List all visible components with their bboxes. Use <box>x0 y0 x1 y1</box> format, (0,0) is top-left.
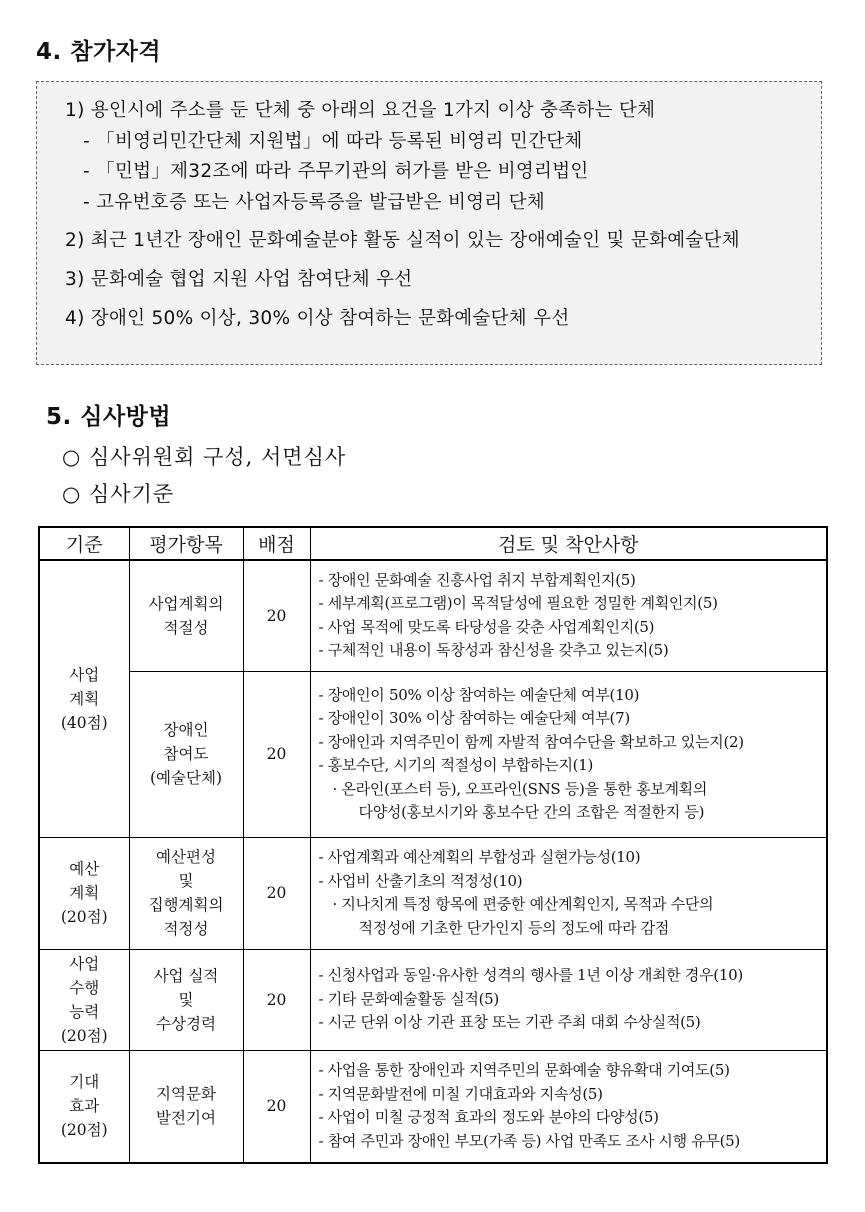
table-row <box>39 1050 827 1163</box>
eligibility-line: - 「비영리민간단체 지원법」에 따라 등록된 비영리 민간단체 <box>83 131 583 152</box>
table-row <box>39 837 827 949</box>
table-row <box>39 560 827 671</box>
criterion-cell: 예산 계획 (20점) <box>39 837 129 949</box>
notes-cell: - 사업을 통한 장애인과 지역주민의 문화예술 향유확대 기여도(5) - 지역문화발전에 미칠 기대효과와 지속성(5) - 사업이 미칠 긍정적 효과의 정도와 분야의 다양성(5) - 참여 주민과 장애인 부모(가족 등) 사업 만족도 조사 시행 유무(5) <box>310 1050 827 1163</box>
score-cell: 20 <box>243 837 310 949</box>
score-cell: 20 <box>243 949 310 1050</box>
table-row <box>39 671 827 837</box>
eligibility-line: 4) 장애인 50% 이상, 30% 이상 참여하는 문화예술단체 우선 <box>65 308 570 329</box>
item-cell: 장애인 참여도 (예술단체) <box>129 671 243 837</box>
item-cell: 사업 실적 및 수상경력 <box>129 949 243 1050</box>
notes-cell: - 신청사업과 동일·유사한 성격의 행사를 1년 이상 개최한 경우(10) - 기타 문화예술활동 실적(5) - 시군 단위 이상 기관 표창 또는 기관 주최 대회 수상실적(5) <box>310 949 827 1050</box>
item-cell: 지역문화 발전기여 <box>129 1050 243 1163</box>
header-score: 배점 <box>243 527 310 560</box>
score-cell: 20 <box>243 1050 310 1163</box>
header-item: 평가항목 <box>129 527 243 560</box>
review-method-item: ○ 심사기준 <box>62 482 175 506</box>
criterion-cell: 사업 수행 능력 (20점) <box>39 949 129 1050</box>
notes-cell: - 장애인이 50% 이상 참여하는 예술단체 여부(10) - 장애인이 30% 이상 참여하는 예술단체 여부(7) - 장애인과 지역주민이 함께 자발적 참여수단을 확보하고 있는지(2) - 홍보수단, 시기의 적절성이 부합하는지(1) · 온라인(포스터 등), 오프라인(SNS 등)을 통한 홍보계획의 다양성(홍보시기와 홍보수단 간의 조합은 적절한지 등) <box>310 671 827 837</box>
item-cell: 예산편성 및 집행계획의 적정성 <box>129 837 243 949</box>
eligibility-line: 3) 문화예술 협업 지원 사업 참여단체 우선 <box>65 269 413 290</box>
score-cell: 20 <box>243 671 310 837</box>
eligibility-line: 1) 용인시에 주소를 둔 단체 중 아래의 요건을 1가지 이상 충족하는 단체 <box>65 100 656 121</box>
evaluation-criteria-table <box>38 526 828 1164</box>
eligibility-line: 2) 최근 1년간 장애인 문화예술분야 활동 실적이 있는 장애예술인 및 문화예술단체 <box>65 230 740 251</box>
review-method-item: ○ 심사위원회 구성, 서면심사 <box>62 445 347 469</box>
eligibility-box <box>36 81 822 365</box>
notes-cell: - 장애인 문화예술 진흥사업 취지 부합계획인지(5) - 세부계획(프로그램)이 목적달성에 필요한 정밀한 계획인지(5) - 사업 목적에 맞도록 타당성을 갖춘 사업계획인지(5) - 구체적인 내용이 독창성과 참신성을 갖추고 있는지(5) <box>310 560 827 671</box>
eligibility-line: - 「민법」제32조에 따라 주무기관의 허가를 받은 비영리법인 <box>83 161 589 182</box>
notes-cell: - 사업계획과 예산계획의 부합성과 실현가능성(10) - 사업비 산출기초의 적정성(10) · 지나치게 특정 항목에 편중한 예산계획인지, 목적과 수단의 적정성에 기초한 단가인지 등의 정도에 따라 감점 <box>310 837 827 949</box>
table-header-row <box>39 527 827 560</box>
section-5-title: 5. 심사방법 <box>46 404 172 430</box>
header-notes: 검토 및 착안사항 <box>310 527 827 560</box>
item-cell: 사업계획의 적절성 <box>129 560 243 671</box>
criterion-cell: 사업 계획 (40점) <box>39 560 129 837</box>
table-row <box>39 949 827 1050</box>
section-4-title: 4. 참가자격 <box>36 39 162 65</box>
header-criterion: 기준 <box>39 527 129 560</box>
score-cell: 20 <box>243 560 310 671</box>
eligibility-line: - 고유번호증 또는 사업자등록증을 발급받은 비영리 단체 <box>83 192 545 213</box>
criterion-cell: 기대 효과 (20점) <box>39 1050 129 1163</box>
